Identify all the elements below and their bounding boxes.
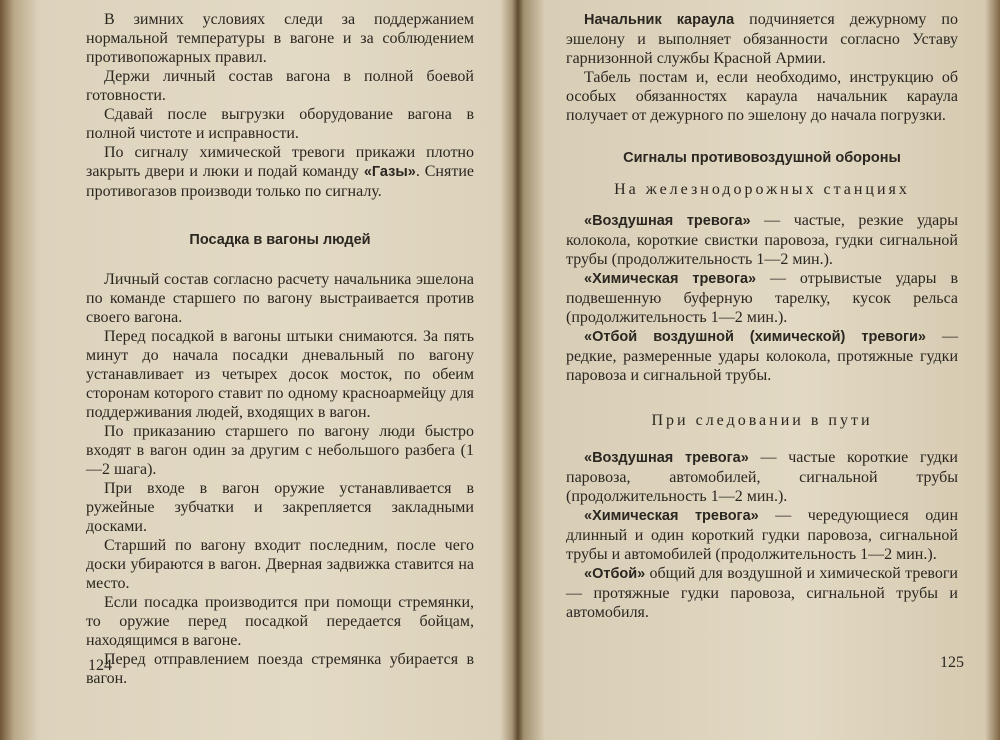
signal-name: «Химическая тревога» [584,271,757,287]
signal-name: «Химическая тревога» [584,508,759,524]
signal-text: — частые короткие гудки паровоза, автомобилей, сигнальной трубы (продолжительность 1—2 мин.). [566,449,958,505]
signal-text: общий для воздушной и химической тревоги — протяжные гудки паровоза, сигнальной трубы и автомобиля. [566,565,958,621]
signal-name: «Воздушная тревога» [584,450,749,466]
paragraph-text: По сигналу химической тревоги прикажи плотно закрыть двери и люки и подай команду [86,144,474,180]
signal-text: — редкие, размеренные удары колокола, протяжные гудки паровоза и сигнальной трубы. [566,328,958,384]
paragraph-text: . Снятие противогазов производи только по сигналу. [86,163,475,200]
signal-item [566,506,958,564]
paragraph: При входе в вагон оружие устанавливается в ружейные зубчатки и закрепляется закладными досками. [86,480,474,535]
signal-text: — частые, резкие удары колокола, короткие свистки паровоза, гудки сигнальной трубы (продолжительность 1—2 мин.). [566,212,958,268]
page-number: 125 [940,654,964,671]
paragraph [566,10,958,68]
subheading: При следовании в пути [651,412,873,429]
signal-item [566,269,958,327]
page-number: 124 [88,657,112,674]
paragraph: Перед отправлением поезда стремянка убирается в вагон. [86,651,474,687]
paragraph: В зимних условиях следи за поддержанием нормальной температуры в вагоне и за соблюдением противопожарных правил. [86,11,474,66]
paragraph: Табель постам и, если необходимо, инструкцию об особых обязанностях караула начальник караула получает от дежурного по эшелону до начала погрузки. [566,69,958,124]
paragraph: Перед посадкой в вагоны штыки снимаются. За пять минут до начала посадки дневальный по вагону устанавливает из четырех досок мосток, по обеим сторонам которого ставит по одному красноармейцу для поддерживания людей, входящих в вагон. [86,328,474,421]
signal-name: «Воздушная тревога» [584,213,751,229]
signal-name: «Отбой» [584,566,646,582]
gas-command: «Газы» [363,164,416,180]
signal-text: — чередующиеся один длинный и один короткий гудки паровоза, сигнальной трубы и автомобилей (продолжительность 1—2 мин.). [566,507,959,563]
signal-item [566,211,958,269]
paragraph: Держи личный состав вагона в полной боевой готовности. [86,68,474,104]
right-page [520,0,1000,740]
paragraph: Сдавай после выгрузки оборудование вагона в полной чистоте и исправности. [86,106,474,142]
section-heading: Посадка в вагоны людей [189,232,371,248]
signal-item [566,564,958,622]
paragraph-text: подчиняется дежурному по эшелону и выполняет обязанности согласно Уставу гарнизонной службы Красной Армии. [566,11,958,67]
chief-title: Начальник караула [584,12,735,28]
left-text-column [86,10,474,688]
paragraph: Если посадка производится при помощи стремянки, то оружие перед посадкой передается бойцам, находящимся в вагоне. [86,594,474,649]
signal-name: «Отбой воздушной (химической) тревоги» [584,329,926,345]
paragraph: Личный состав согласно расчету начальника эшелона по команде старшего по вагону выстраивается против своего вагона. [86,271,474,326]
paragraph: Старший по вагону входит последним, после чего доски убираются в вагон. Дверная задвижка ставится на место. [86,537,474,592]
signal-item [566,327,958,385]
signal-text: — отрывистые удары в подвешенную буферную тарелку, кусок рельса (продолжительность 1—2 мин.). [566,270,959,326]
subheading: На железнодорожных станциях [614,181,910,198]
right-text-column [566,10,958,622]
section-heading: Сигналы противовоздушной обороны [623,150,901,166]
paragraph [86,143,474,201]
signal-item [566,448,958,506]
paragraph: По приказанию старшего по вагону люди быстро входят в вагон один за другим с небольшого разбега (1—2 шага). [86,423,474,478]
